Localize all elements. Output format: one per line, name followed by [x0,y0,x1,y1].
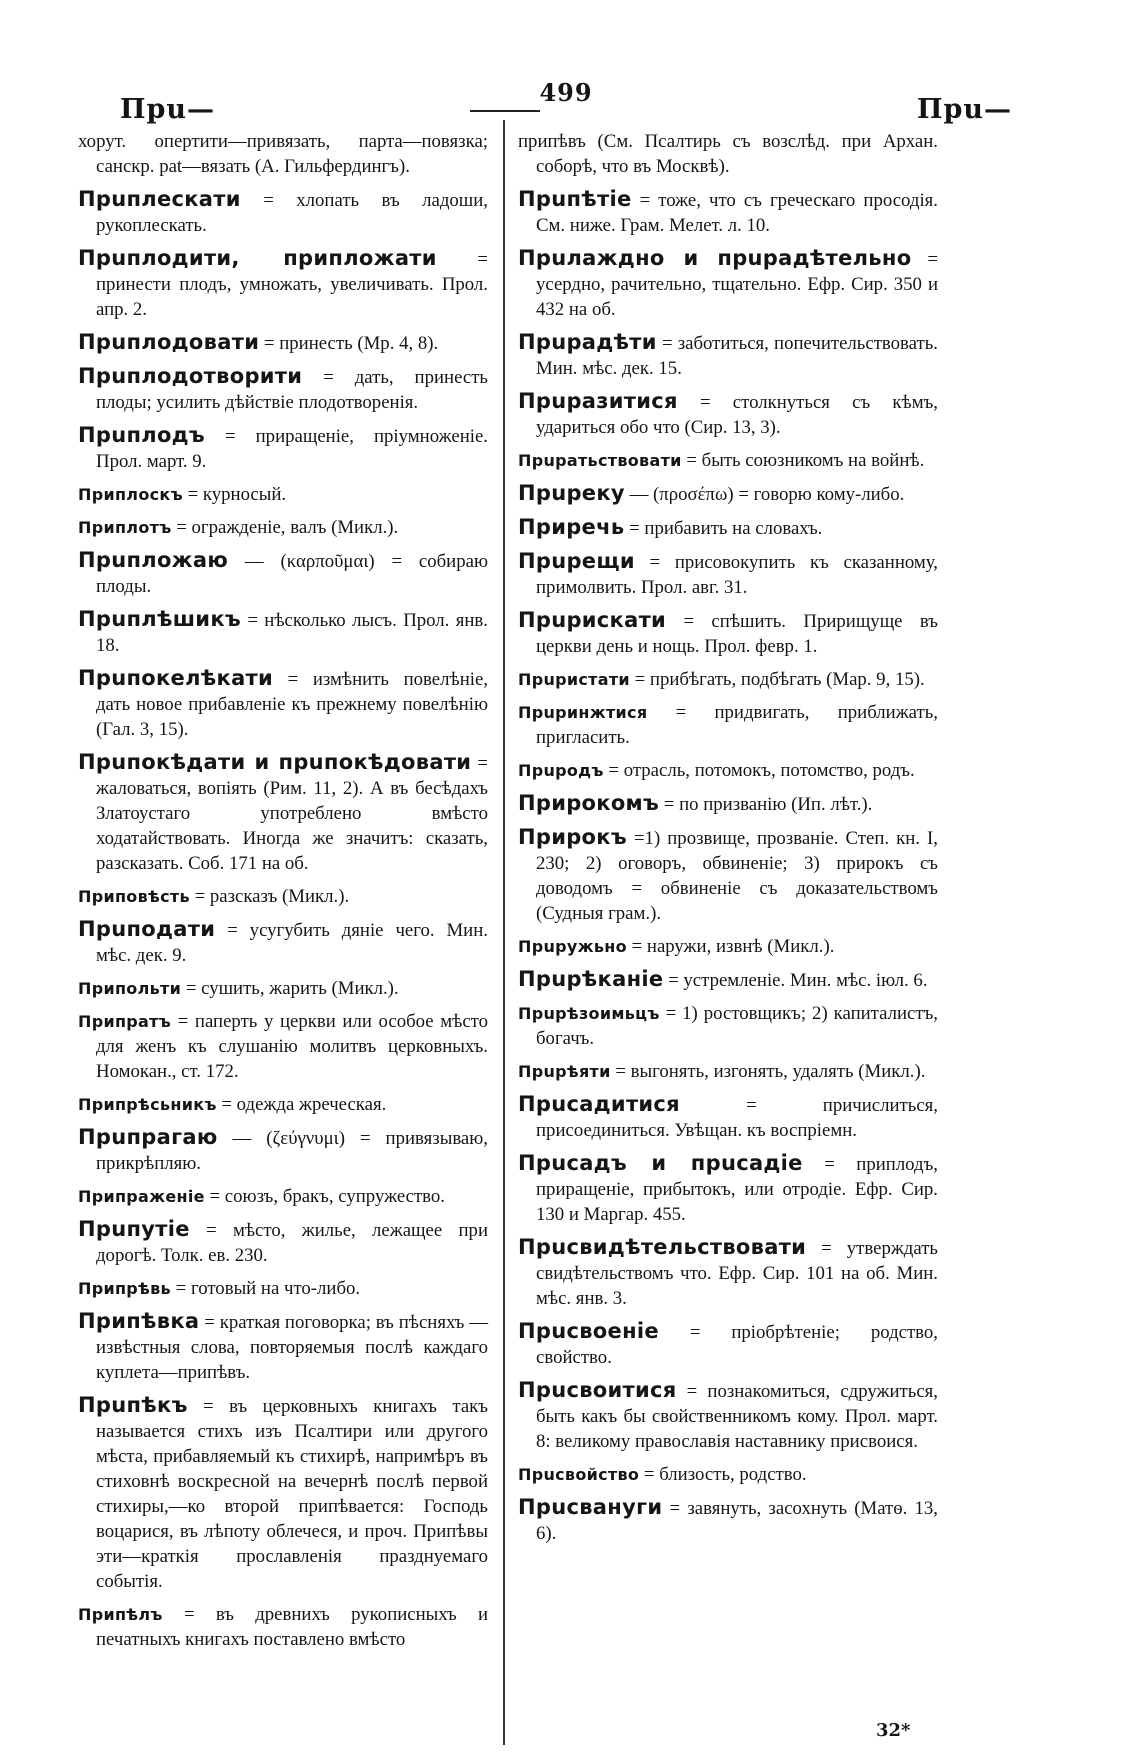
entry-headword: Прuсадитися [518,1092,680,1116]
entry-headword: Прuратьствовати [518,451,682,470]
entry-headword: Прuпутіе [78,1217,190,1241]
entry-headword: Прuпокелѣкати [78,666,274,690]
entry-headword: Прирокомъ [518,791,660,815]
entry-headword: Припрѣсьникъ [78,1095,217,1114]
entry-headword: Прuсвануги [518,1495,663,1519]
entry-definition: = близость, родство. [639,1464,807,1485]
entry-headword: Припольти [78,979,182,998]
entry-definition: = устремленіе. Мин. мѣс. іюл. 6. [663,970,928,991]
dictionary-entry [518,481,938,507]
entry-headword: Приповѣсть [78,887,190,906]
dictionary-entry [518,608,938,659]
dictionary-entry [78,330,488,356]
entry-headword: Прuрѣканіе [518,967,664,991]
entry-definition: — (προσέπω) = говорю кому-либо. [624,484,905,505]
dictionary-entry [78,187,488,238]
dictionary-entry [518,187,938,238]
entry-headword: Прuсвойство [518,1465,640,1484]
entry-definition: = приращеніе, пріумноженіе. Прол. март. 9. [96,426,488,472]
entry-definition: = прибавить на словахъ. [624,518,823,539]
entry-definition: = хлопать въ ладоши, рукоплескать. [96,190,488,236]
dictionary-entry [518,1378,938,1454]
entry-headword: Припраженіе [78,1187,205,1206]
entry-definition: = одежда жреческая. [216,1094,387,1115]
entry-definition: = присовокупить къ сказанному, примолвить. Прол. авг. 31. [536,552,938,598]
entry-definition: — (καρποῦμαι) = собираю плоды. [96,551,488,597]
entry-definition: = разсказъ (Микл.). [189,886,350,907]
right-column [518,128,938,1554]
dictionary-entry [518,791,938,817]
dictionary-entry [78,1217,488,1268]
dictionary-entry [78,364,488,415]
dictionary-entry [518,758,938,783]
entry-definition: =1) прозвище, прозваніе. Степ. кн. I, 230; 2) оговоръ, обвиненіе; 3) прирокъ съ доводомъ = обвиненіе съ доказательствомъ (Судныя грам.). [536,828,938,924]
entry-headword: Припрѣвь [78,1279,171,1298]
entry-headword: Прuплѣшикъ [78,607,241,631]
entry-headword: Прuристати [518,670,630,689]
dictionary-entry [518,330,938,381]
dictionary-entry [78,246,488,322]
entry-definition: = отрасль, потомокъ, потомство, родъ. [603,760,915,781]
entry-headword: Прuсвоеніе [518,1319,659,1343]
dictionary-entry [518,1495,938,1546]
entry-definition: = познакомиться, сдружиться, быть какъ бы свойственникомъ кому. Прол. март. 8: великому православія наставнику присвоися. [536,1381,938,1452]
dictionary-entry [518,700,938,750]
dictionary-entry [78,1393,488,1594]
running-header-left: Пpu— [120,94,216,125]
entry-definition: = выгонять, изгонять, удалять (Микл.). [610,1061,926,1082]
dictionary-entry [518,515,938,541]
entry-definition: = въ древнихъ рукописныхъ и печатныхъ книгахъ поставлено вмѣсто [96,1604,488,1650]
entry-headword: Прuпложаю [78,548,229,572]
entry-definition: = жаловаться, вопіять (Рим. 11, 2). А въ бесѣдахъ Златоустаго употреблено вмѣсто ходатайствовать. Иногда же значитъ: сказать, разсказать. Соб. 171 на об. [96,753,488,874]
dictionary-entry [78,1009,488,1084]
entry-definition: хорут. опертити—привязать, партa—повязка; санскр. pat—вязать (А. Гильфердингъ). [78,131,488,177]
entry-headword: Прuружьно [518,937,627,956]
entry-definition: = усердно, рачительно, тщательно. Ефр. Сир. 350 и 432 на об. [536,249,938,320]
entry-headword: Припѣлъ [78,1605,163,1624]
dictionary-entry [78,515,488,540]
dictionary-entry [78,607,488,658]
entry-definition: = спѣшить. Пририщуще въ церкви день и нощь. Прол. февр. 1. [536,611,938,657]
entry-headword: Прuпрагаю [78,1125,218,1149]
entry-definition: = въ церковныхъ книгахъ такъ называется стихъ изъ Псалтири или другого мѣста, прибавляемый къ стихирѣ, напримѣръ въ стиховнѣ воскресной на вечернѣ послѣ первой стихиры,—ко второй припѣвается: Господь воцарися, въ лѣпоту облечеся, и проч. Припѣвы эти—краткія прославленія празднуемаго событія. [96,1396,488,1592]
running-header-right: Пpu— [916,94,1012,125]
dictionary-entry [518,128,938,179]
entry-definition: = тоже, что съ греческаго просодія. См. ниже. Грам. Мелет. л. 10. [536,190,938,236]
entry-headword: Прuплодовати [78,330,260,354]
dictionary-entry [518,448,938,473]
entry-definition: = союзъ, бракъ, супружество. [204,1186,445,1207]
entry-headword: Прuподати [78,917,216,941]
entry-definition: = прибѣгать, подбѣгать (Мар. 9, 15). [629,669,925,690]
dictionary-entry [78,482,488,507]
dictionary-entry [78,1184,488,1209]
entry-headword: Прuрѣзоимьцъ [518,1004,660,1023]
entry-headword: Прuсвоитися [518,1378,677,1402]
entry-headword: Прuпѣтіе [518,187,632,211]
dictionary-entry [78,917,488,968]
entry-definition: = принести плодъ, умножать, увеличивать. Прол. апр. 2. [96,249,488,320]
entry-headword: Прuпѣкъ [78,1393,188,1417]
entry-definition: = огражденіе, валъ (Микл.). [171,517,399,538]
entry-headword: Прuреку [518,481,625,505]
entry-headword: Приплоскъ [78,485,183,504]
entry-headword: Прuродъ [518,761,604,780]
entry-headword: Прuрещи [518,549,635,573]
dictionary-entry [78,1309,488,1385]
dictionary-entry [518,549,938,600]
entry-headword: Прuплодити, припложати [78,246,437,270]
dictionary-entry [518,825,938,926]
entry-headword: Прuлаждно и прuрадѣтельно [518,246,912,270]
entry-definition: = утверждать свидѣтельствомъ что. Ефр. Сир. 101 на об. Мин. мѣс. янв. 3. [536,1238,938,1309]
entry-headword: Прuпокѣдати и прuпокѣдовати [78,750,472,774]
entry-headword: Приплотъ [78,518,172,537]
entry-definition: = дать, принесть плоды; усилить дѣйствіе плодотворенія. [96,367,488,413]
left-column [78,128,488,1660]
entry-headword: Прuрѣяти [518,1062,611,1081]
entry-definition: = паперть у церкви или особое мѣсто для женъ къ слушанію молитвъ церковныхъ. Номокан., ст. 172. [96,1011,488,1082]
entry-headword: Прuринжтися [518,703,648,722]
entry-definition: = принесть (Мр. 4, 8). [259,333,439,354]
dictionary-entry [518,246,938,322]
entry-definition: = причислиться, присоединиться. Увѣщан. къ воспріемн. [536,1095,938,1141]
entry-definition: = мѣсто, жилье, лежащее при дорогѣ. Толк. ев. 230. [96,1220,488,1266]
entry-definition: — (ζεύγνυμι) = привязываю, прикрѣпляю. [96,1128,488,1174]
entry-definition: = придвигать, приближать, пригласить. [536,702,938,748]
entry-headword: Прирокъ [518,825,627,849]
dictionary-entry [78,976,488,1001]
dictionary-entry [78,750,488,876]
dictionary-entry [518,1059,938,1084]
entry-definition: = измѣнить повелѣніе, дать новое прибавленіе къ прежнему повелѣнію (Гал. 3, 15). [96,669,488,740]
entry-headword: Припѣвка [78,1309,200,1333]
printer-signature: 32* [876,1720,911,1741]
dictionary-entry [78,1125,488,1176]
entry-definition: = усугубить дяніе чего. Мин. мѣс. дек. 9. [96,920,488,966]
column-divider [503,120,505,1745]
dictionary-entry [78,1092,488,1117]
dictionary-entry [518,1092,938,1143]
entry-definition: = наружи, извнѣ (Микл.). [626,936,835,957]
entry-definition: = заботиться, попечительствовать. Мин. мѣс. дек. 15. [536,333,938,379]
entry-headword: Прuрискати [518,608,667,632]
dictionary-entry [78,423,488,474]
entry-definition: припѣвъ (См. Псалтирь съ возслѣд. при Архан. соборѣ, что въ Москвѣ). [518,131,938,177]
dictionary-entry [78,548,488,599]
entry-definition: = быть союзникомъ на войнѣ. [681,450,925,471]
entry-headword: Прuразитися [518,389,678,413]
dictionary-entry [518,1001,938,1051]
entry-definition: = 1) ростовщикъ; 2) капиталистъ, богачъ. [536,1003,938,1049]
dictionary-entry [518,1462,938,1487]
dictionary-entry [518,667,938,692]
entry-headword: Прuплодотворити [78,364,303,388]
entry-definition: = курносый. [182,484,287,505]
entry-headword: Приречь [518,515,625,539]
entry-definition: = краткая поговорка; въ пѣсняхъ — извѣстныя слова, повторяемыя послѣ каждаго куплета—припѣвъ. [96,1312,488,1383]
dictionary-entry [518,389,938,440]
entry-headword: Прuрадѣти [518,330,657,354]
dictionary-entry [78,884,488,909]
entry-definition: = по призванію (Ип. лѣт.). [659,794,873,815]
entry-definition: = столкнуться съ кѣмъ, удариться обо что (Сир. 13, 3). [536,392,938,438]
dictionary-entry [78,1602,488,1652]
entry-definition: = приплодъ, приращеніе, прибытокъ, или отродіе. Ефр. Сир. 130 и Маргар. 455. [536,1154,938,1225]
entry-definition: = пріобрѣтеніе; родство, свойство. [536,1322,938,1368]
entry-headword: Прuсвидѣтельствовати [518,1235,807,1259]
entry-headword: Прuплодъ [78,423,206,447]
dictionary-entry [518,934,938,959]
entry-headword: Припратъ [78,1012,172,1031]
entry-definition: = готовый на что-либо. [170,1278,361,1299]
dictionary-entry [518,1151,938,1227]
entry-headword: Прuплескати [78,187,241,211]
dictionary-entry [78,666,488,742]
page-number-rule [470,110,540,112]
entry-definition: = завянуть, засохнуть (Матѳ. 13, 6). [536,1498,938,1544]
entry-definition: = сушить, жарить (Микл.). [181,978,399,999]
entry-headword: Прuсадъ и прuсадіе [518,1151,803,1175]
dictionary-entry [518,967,938,993]
entry-definition: = нѣсколько лысъ. Прол. янв. 18. [96,610,488,656]
dictionary-entry [78,1276,488,1301]
dictionary-entry [78,128,488,179]
page-number: 499 [539,78,593,107]
dictionary-entry [518,1235,938,1311]
dictionary-entry [518,1319,938,1370]
